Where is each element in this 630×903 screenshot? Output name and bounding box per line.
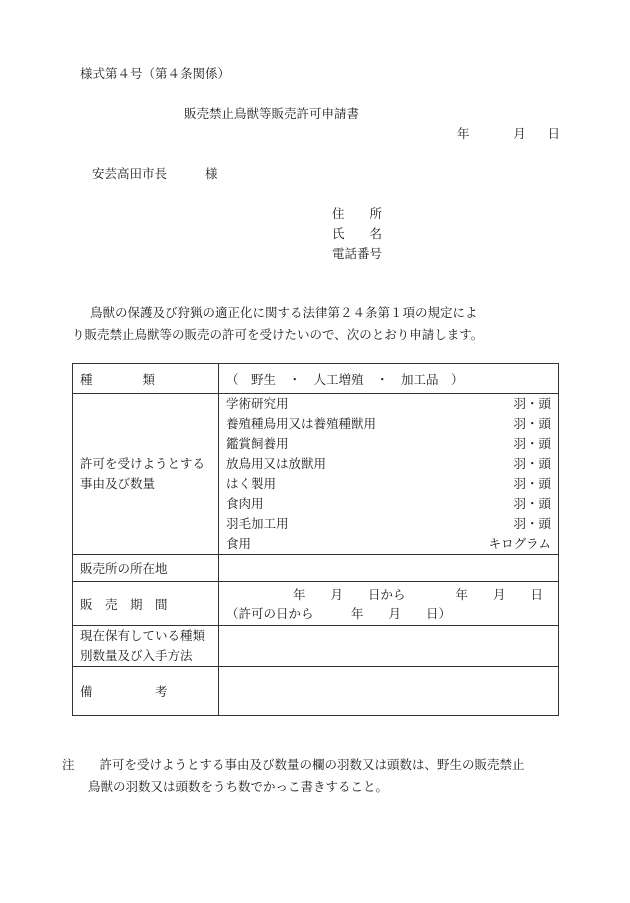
notes-value (219, 667, 559, 716)
recipient (92, 164, 218, 182)
purpose-name: はく製用 (226, 476, 277, 491)
recipient-name: 安芸高田市長 (92, 166, 168, 181)
purpose-name: 学術研究用 (226, 396, 289, 411)
table-row (73, 394, 559, 555)
form-number: 様式第４号（第４条関係） (80, 66, 231, 81)
stock-value (219, 626, 559, 667)
applicant-name-label: 氏 名 (332, 226, 383, 241)
location-value (219, 555, 559, 582)
kind-value: （ 野生 ・ 人工増殖 ・ 加工品 ） (219, 364, 559, 394)
stock-label-line-1: 現在保有している種類 (80, 628, 206, 643)
purpose-unit: 羽・頭 (513, 396, 551, 411)
footnote-line-2: 鳥獣の羽数又は頭数をうち数でかっこ書きすること。 (88, 779, 389, 794)
date-day: 日 (547, 126, 560, 141)
recipient-honorific: 様 (205, 166, 218, 181)
stock-label (73, 626, 219, 667)
kind-label: 種 類 (73, 364, 219, 394)
period-range: 年 月 日から 年 月 日 (292, 586, 543, 602)
purpose-list (226, 394, 551, 554)
purpose-name: 養殖種鳥用又は養殖種獣用 (226, 416, 377, 431)
purpose-unit: 羽・頭 (513, 496, 551, 511)
reason-label (73, 394, 219, 555)
date-year: 年 (457, 126, 470, 141)
purpose-item (226, 394, 551, 414)
purpose-item (226, 434, 551, 454)
purpose-item (226, 414, 551, 434)
purpose-item (226, 454, 551, 474)
table-row (73, 364, 559, 394)
application-table (72, 363, 559, 716)
applicant-block (332, 204, 382, 264)
applicant-address-label: 住 所 (332, 206, 383, 221)
application-statement (72, 302, 562, 346)
purpose-name: 羽毛加工用 (226, 516, 289, 531)
footnote-line-1: 注 許可を受けようとする事由及び数量の欄の羽数又は頭数は、野生の販売禁止 (62, 757, 525, 772)
table-row (73, 555, 559, 582)
notes-label: 備 考 (73, 667, 219, 716)
purpose-item (226, 534, 551, 554)
period-cell (219, 582, 559, 626)
location-label: 販売所の所在地 (73, 555, 219, 582)
purpose-unit: 羽・頭 (513, 436, 551, 451)
period-label: 販 売 期 間 (73, 582, 219, 626)
statement-line-1: 鳥獣の保護及び狩猟の適正化に関する法律第２４条第１項の規定によ (90, 305, 478, 320)
purpose-unit: 羽・頭 (513, 516, 551, 531)
purpose-unit: 羽・頭 (513, 476, 551, 491)
table-row (73, 667, 559, 716)
purpose-name: 食用 (226, 536, 252, 551)
statement-line-2: り販売禁止鳥獣等の販売の許可を受けたいので、次のとおり申請します。 (72, 327, 484, 342)
purpose-unit: キログラム (488, 536, 551, 551)
purpose-unit: 羽・頭 (513, 456, 551, 471)
date-line (457, 124, 560, 142)
table-row (73, 582, 559, 626)
applicant-phone-label: 電話番号 (332, 246, 383, 261)
reason-label-line-1: 許可を受けようとする (80, 456, 206, 471)
purpose-name: 放鳥用又は放獣用 (226, 456, 327, 471)
date-month: 月 (513, 126, 526, 141)
period-permit-date: （許可の日から 年 月 日） (226, 605, 452, 621)
footnote (62, 754, 525, 798)
purpose-item (226, 474, 551, 494)
table-row (73, 626, 559, 667)
purpose-cell (219, 394, 559, 555)
stock-label-line-2: 別数量及び入手方法 (80, 648, 193, 663)
form-title: 販売禁止鳥獣等販売許可申請書 (184, 106, 360, 121)
purpose-unit: 羽・頭 (513, 416, 551, 431)
purpose-name: 鑑賞飼養用 (226, 436, 289, 451)
purpose-item (226, 514, 551, 534)
purpose-item (226, 494, 551, 514)
reason-label-line-2: 事由及び数量 (80, 476, 156, 491)
purpose-name: 食肉用 (226, 496, 264, 511)
